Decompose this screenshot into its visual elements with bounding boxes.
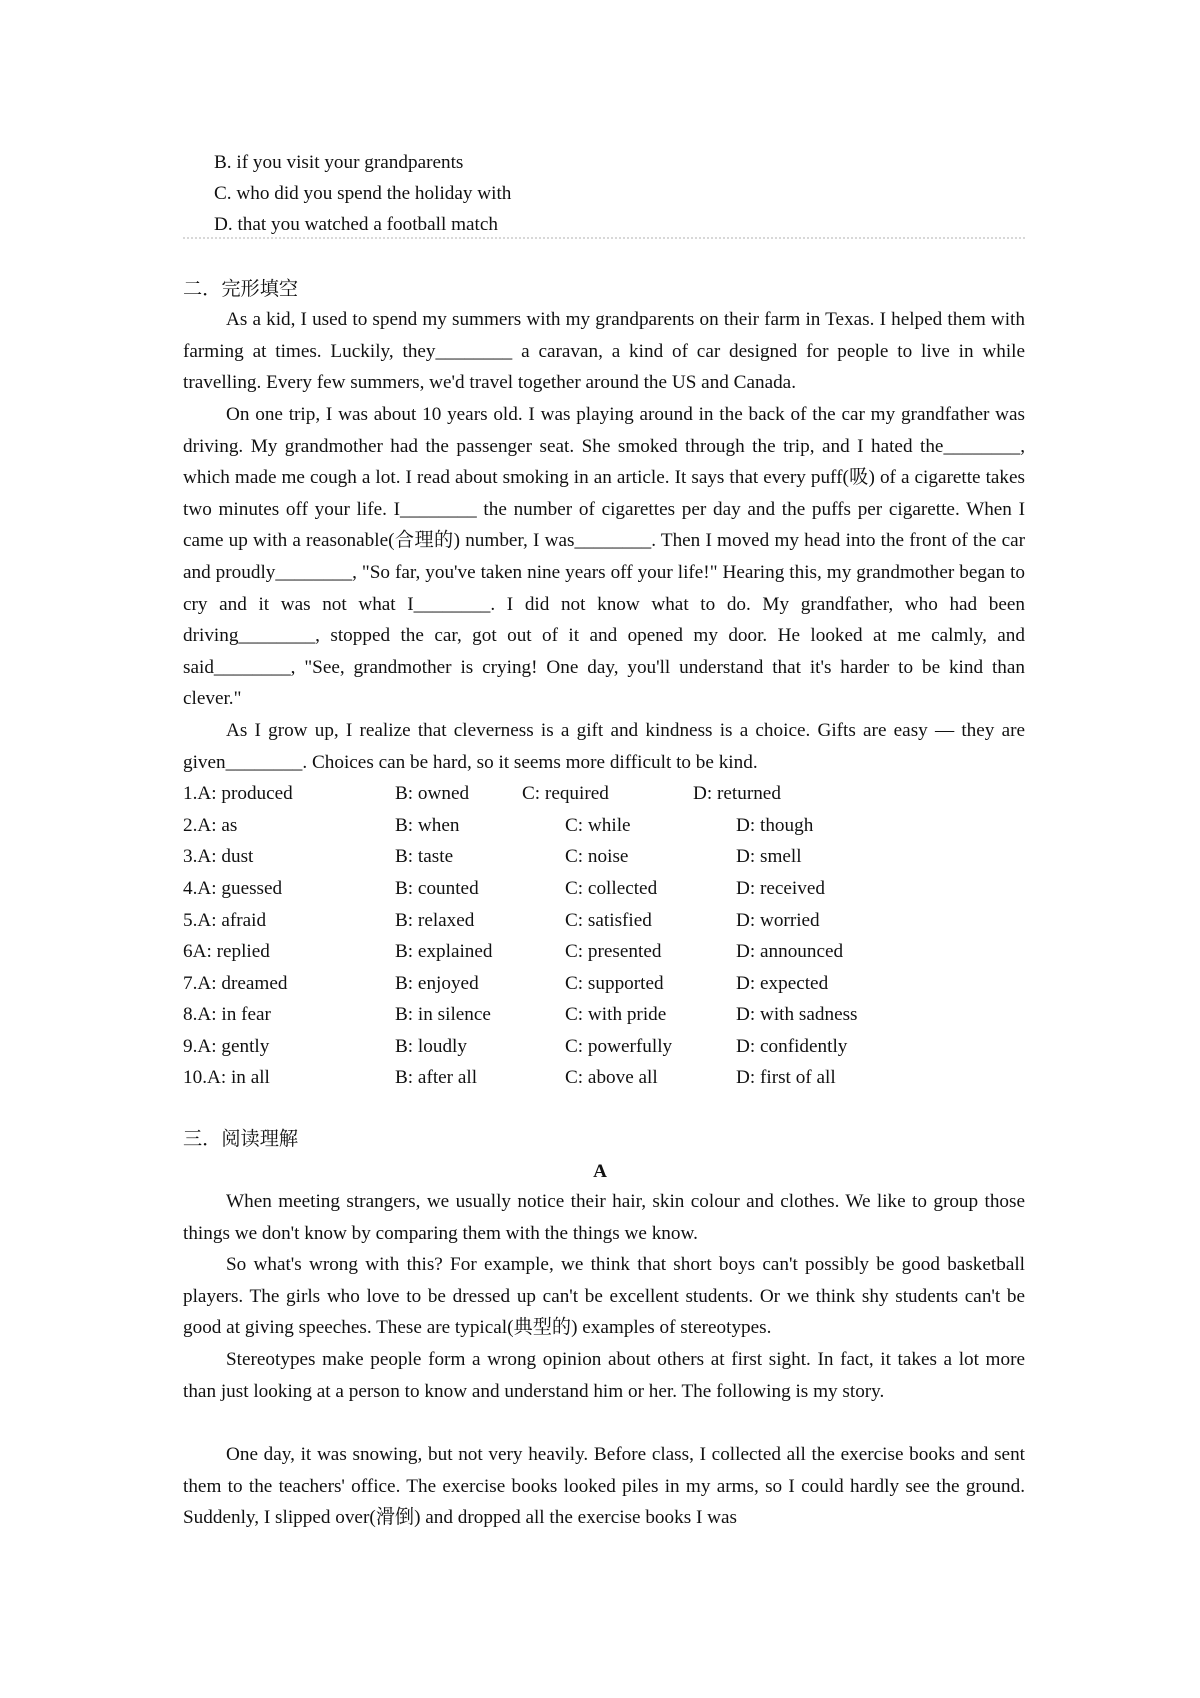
choice-c: C: satisfied <box>565 910 652 931</box>
section3-heading: 三．阅读理解 <box>183 1129 299 1150</box>
section-divider <box>183 237 1025 239</box>
choice-d: D: first of all <box>736 1067 836 1088</box>
choice-a: 2.A: as <box>183 815 238 836</box>
choice-a: 7.A: dreamed <box>183 973 288 994</box>
choice-a: 9.A: gently <box>183 1036 270 1057</box>
choice-a: 6A: replied <box>183 941 270 962</box>
prev-option-d: D. that you watched a football match <box>214 214 498 235</box>
choice-d: D: received <box>736 878 825 899</box>
choice-b: B: in silence <box>395 1004 491 1025</box>
choice-d: D: returned <box>693 783 781 804</box>
choice-b: B: owned <box>395 783 470 804</box>
choice-b: B: explained <box>395 941 493 962</box>
choice-b: B: loudly <box>395 1036 467 1057</box>
choice-c: C: collected <box>565 878 658 899</box>
choice-b: B: when <box>395 815 460 836</box>
choice-b: B: enjoyed <box>395 973 479 994</box>
choice-d: D: smell <box>736 846 802 867</box>
choice-d: D: with sadness <box>736 1004 858 1025</box>
choice-d: D: announced <box>736 941 844 962</box>
choice-c: C: while <box>565 815 631 836</box>
cloze-paragraph-2: On one trip, I was about 10 years old. I was playing around in the back of the car my grandfather was driving. My grandmother had the passenger seat. She smoked through the trip, and I hated the________, which made me cough a lot. I read about smoking in an article. It says that every puff(吸) of a cigarette takes two minutes off your life. I________ the number of cigarettes per day and the puffs per cigarette. When I came up with a reasonable(合理的) number, I was________. Then I moved my head into the front of the car and proudly________, "So far, you've taken nine years off your life!" Hearing this, my grandmother began to cry and it was not what I________. I did not know what to do. My grandfather, who had been driving________, stopped the car, got out of it and opened my door. He looked at me calmly, and said________, "See, grandmother is crying! One day, you'll understand that it's harder to be kind than clever." <box>183 404 1025 710</box>
passage-title: A <box>593 1161 607 1182</box>
prev-option-c: C. who did you spend the holiday with <box>214 183 512 204</box>
choice-a: 8.A: in fear <box>183 1004 271 1025</box>
reading-paragraph-2: So what's wrong with this? For example, we think that short boys can't possibly be good basketball players. The girls who love to be dressed up can't be excellent students. Or we think shy students can't be good at giving speeches. These are typical(典型的) examples of stereotypes. <box>183 1254 1025 1339</box>
choice-c: C: presented <box>565 941 662 962</box>
prev-option-b: B. if you visit your grandparents <box>214 152 464 173</box>
choice-b: B: counted <box>395 878 479 899</box>
choice-c: C: above all <box>565 1067 658 1088</box>
choice-a: 4.A: guessed <box>183 878 283 899</box>
choice-b: B: taste <box>395 846 454 867</box>
reading-paragraph-3: Stereotypes make people form a wrong opinion about others at first sight. In fact, it takes a lot more than just looking at a person to know and understand him or her. The following is my story. <box>183 1349 1025 1402</box>
choice-d: D: though <box>736 815 814 836</box>
reading-paragraph-1: When meeting strangers, we usually notice their hair, skin colour and clothes. We like to group those things we don't know by comparing them with the things we know. <box>183 1191 1025 1244</box>
choice-c: C: supported <box>565 973 664 994</box>
choice-a: 1.A: produced <box>183 783 293 804</box>
choice-b: B: relaxed <box>395 910 475 931</box>
choice-c: C: required <box>522 783 609 804</box>
cloze-paragraph-1: As a kid, I used to spend my summers with my grandparents on their farm in Texas. I helped them with farming at times. Luckily, they________ a caravan, a kind of car designed for people to live in while travelling. Every few summers, we'd travel together around the US and Canada. <box>183 309 1025 394</box>
choice-c: C: powerfully <box>565 1036 673 1057</box>
choice-a: 3.A: dust <box>183 846 254 867</box>
reading-paragraph-4: One day, it was snowing, but not very heavily. Before class, I collected all the exercise books and sent them to the teachers' office. The exercise books looked piles in my arms, so I could hardly see the ground. Suddenly, I slipped over(滑倒) and dropped all the exercise books I was <box>183 1444 1025 1529</box>
choice-c: C: with pride <box>565 1004 667 1025</box>
choice-c: C: noise <box>565 846 629 867</box>
choice-d: D: confidently <box>736 1036 848 1057</box>
choice-a: 10.A: in all <box>183 1067 270 1088</box>
choice-d: D: worried <box>736 910 820 931</box>
choice-d: D: expected <box>736 973 829 994</box>
choice-b: B: after all <box>395 1067 478 1088</box>
cloze-paragraph-3: As I grow up, I realize that cleverness is a gift and kindness is a choice. Gifts are easy — they are given________. Choices can be hard, so it seems more difficult to be kind. <box>183 720 1025 773</box>
choice-a: 5.A: afraid <box>183 910 267 931</box>
section2-heading: 二．完形填空 <box>183 279 299 300</box>
